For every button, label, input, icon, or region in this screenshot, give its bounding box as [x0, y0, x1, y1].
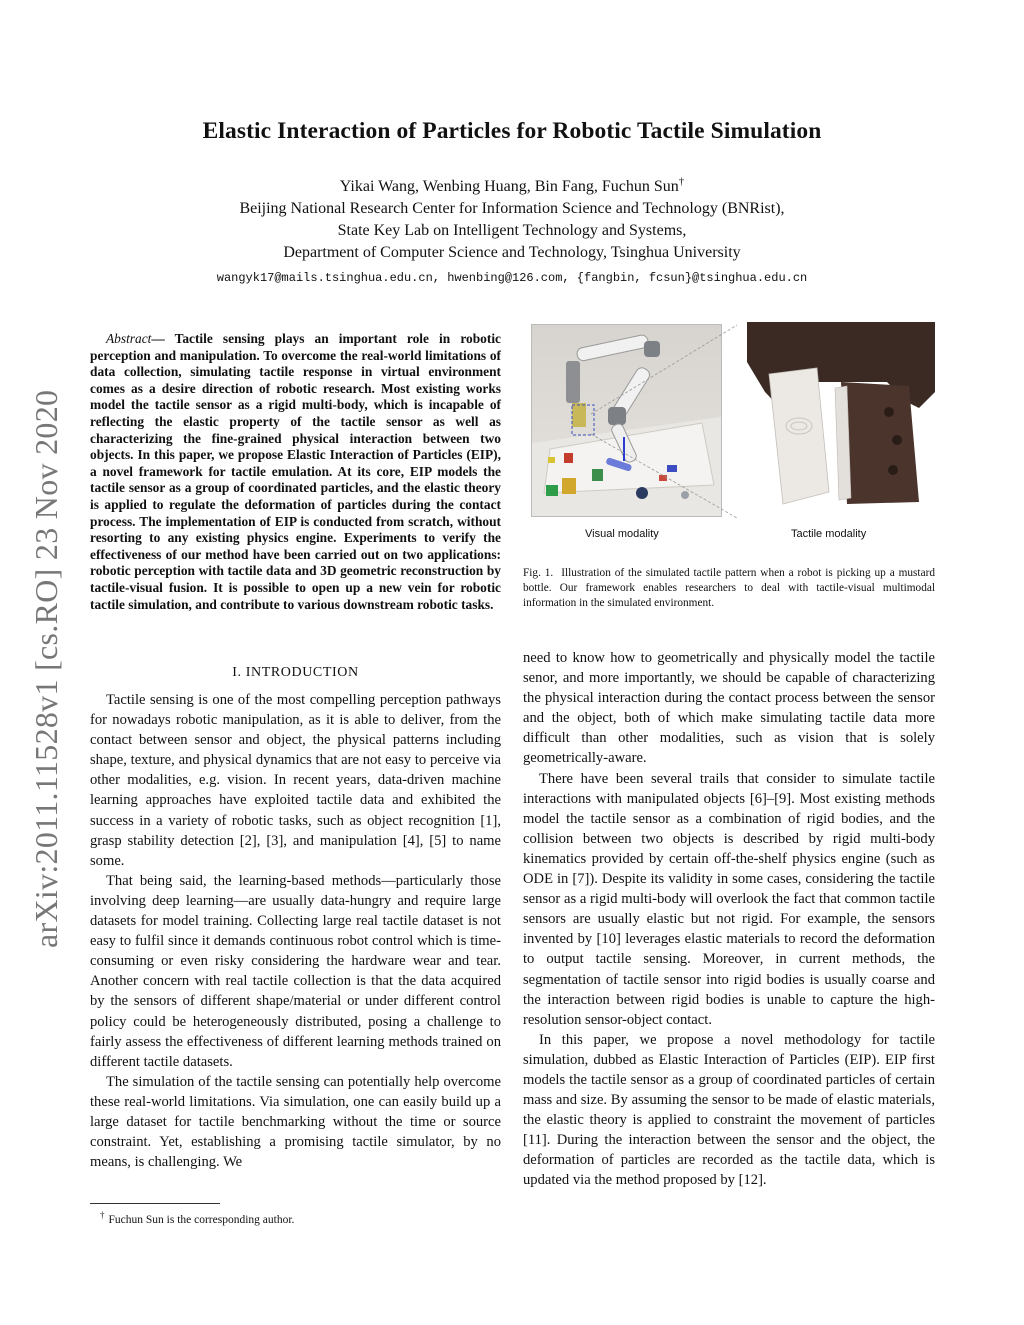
- footnote: [100, 1210, 294, 1226]
- author-block: [0, 176, 1024, 264]
- simulation-scene-illustration: [532, 325, 721, 516]
- author-emails: wangyk17@mails.tsinghua.edu.cn, hwenbing@126.com, {fangbin, fcsun}@tsinghua.edu.cn: [216, 271, 808, 285]
- footnote-mark: †: [100, 1210, 105, 1220]
- left-column: [90, 690, 501, 1172]
- right-column: [523, 648, 935, 1191]
- tactile-modality-image: [737, 322, 935, 520]
- visual-modality-image: [531, 324, 722, 517]
- paper-title: Elastic Interaction of Particles for Robotic Tactile Simulation: [202, 118, 822, 144]
- section-heading-introduction: I. INTRODUCTION: [232, 665, 359, 680]
- footnote-text: Fuchun Sun is the corresponding author.: [108, 1213, 295, 1226]
- affiliation-line: Beijing National Research Center for Information Science and Technology (BNRist),: [239, 200, 785, 217]
- paragraph: There have been several trails that consider to simulate tactile interactions with manipulated objects [6]–[9]. Most existing methods model the tactile sensor as a combination of rigid bodies, and the collision between two objects is described by rigid multi-body kinematics provided by certain off-the-shelf physics engine (such as ODE in [7]). Despite its validity in some cases, considering the tactile sensor as a rigid multi-body will overlook the fact that common tactile sensors are usually elastic but not rigid. For example, the sensors invented by [10] leverages elastic materials to record the deformation to output tactile sensing. Moreover, in current methods, the segmentation of tactile sensor into rigid bodies is usually coarse and the interaction between rigid bodies is unable to capture the high-resolution sensor-object contact.: [523, 770, 935, 1028]
- paragraph: Tactile sensing is one of the most compelling perception pathways for nowadays robotic manipulation, as it is able to deliver, from the contact between sensor and object, the physical patterns including shape, texture, and physical dynamics that are not easy to perceive via other modalities, e.g. vision. In recent years, data-driven machine learning approaches have exploited tactile data and exhibited the success in a variety of robotic tasks, such as object recognition [1], grasp stability detection [2], [3], and manipulation [4], [5] to name some.: [90, 692, 501, 869]
- abstract: [90, 331, 501, 613]
- affiliation-line: State Key Lab on Intelligent Technology and Systems,: [337, 222, 687, 239]
- caption-text: Illustration of the simulated tactile pattern when a robot is picking up a mustard bottle. Our framework enables researchers to deal with tactile-visual multimodal information in the simulated environment.: [523, 567, 935, 609]
- paragraph: The simulation of the tactile sensing can potentially help overcome these real-world limitations. Via simulation, one can easily build up a large dataset for tactile benchmarking without the time or source constraint. Yet, establishing a promising tactile simulator, by no means, is challenging. We: [90, 1073, 501, 1171]
- paragraph: That being said, the learning-based methods—particularly those involving deep learning—are usually data-hungry and require large datasets for model training. Collecting large real tactile dataset is not easy to fulfil since it demands continuous robot control which is time-consuming or even risky considering the hardware wear and tear. Another concern with real tactile collection is that the data acquired by the sensors of different shape/material or under different control policy could be heterogeneously distributed, posing a challenge to fairly assess the effectiveness of different learning methods trained on different tactile datasets.: [90, 872, 501, 1070]
- figure-caption: [523, 566, 935, 611]
- footnote-rule: [90, 1203, 220, 1204]
- arxiv-stamp: arXiv:2011.11528v1 [cs.RO] 23 Nov 2020: [28, 389, 64, 948]
- paragraph: In this paper, we propose a novel methodology for tactile simulation, dubbed as Elastic Interaction of Particles (EIP). EIP first models the tactile sensor as a group of coordinated particles of certain mass and size. By assuming the sensor to be made of elastic materials, the elastic theory is applied to constraint the movement of particles [11]. During the interaction between the sensor and the object, the deformation of particles are recorded as the tactile data, which is updated via the method proposed by [12].: [523, 1031, 935, 1189]
- abstract-text: — Tactile sensing plays an important role in robotic perception and manipulation. To overcome the real-world limitations of data collection, simulating tactile response in virtual environment comes as a desire direction of robotic research. Most existing works model the tactile sensor as a rigid multi-body, which is incapable of reflecting the elastic property of the tactile sensor as well as characterizing the fine-grained physical interaction between two objects. In this paper, we propose Elastic Interaction of Particles (EIP), a novel framework for tactile emulation. At its core, EIP models the tactile sensor as a group of coordinated particles, and the elastic theory is applied to regulate the deformation of particles during the contact process. The implementation of EIP is conducted from scratch, without resorting to any existing physics engine. Experiments to verify the effectiveness of our method have been carried out on two applications: robotic perception with tactile data and 3D geometric reconstruction by tactile-visual fusion. It is possible to open up a new vein for robotic tactile simulation, and contribute to various downstream robotic tasks.: [90, 331, 501, 612]
- figure-number: Fig. 1.: [523, 567, 554, 579]
- label-visual-modality: Visual modality: [585, 528, 659, 540]
- corresponding-author-mark: †: [678, 175, 685, 188]
- paragraph: need to know how to geometrically and physically model the tactile senor, and more importantly, we should be capable of characterizing the physical interaction during the contact process between the sensor and the object, both of which make simulating tactile data more difficult than other modalities, such as vision that is solely geometrically-aware.: [523, 650, 935, 767]
- affiliation-line: Department of Computer Science and Technology, Tsinghua University: [283, 244, 741, 261]
- label-tactile-modality: Tactile modality: [791, 528, 867, 540]
- abstract-label: Abstract: [106, 331, 152, 346]
- author-list: Yikai Wang, Wenbing Huang, Bin Fang, Fuchun Sun†: [339, 175, 685, 195]
- tactile-sensor-illustration: [737, 322, 935, 520]
- figure-1: [531, 322, 935, 520]
